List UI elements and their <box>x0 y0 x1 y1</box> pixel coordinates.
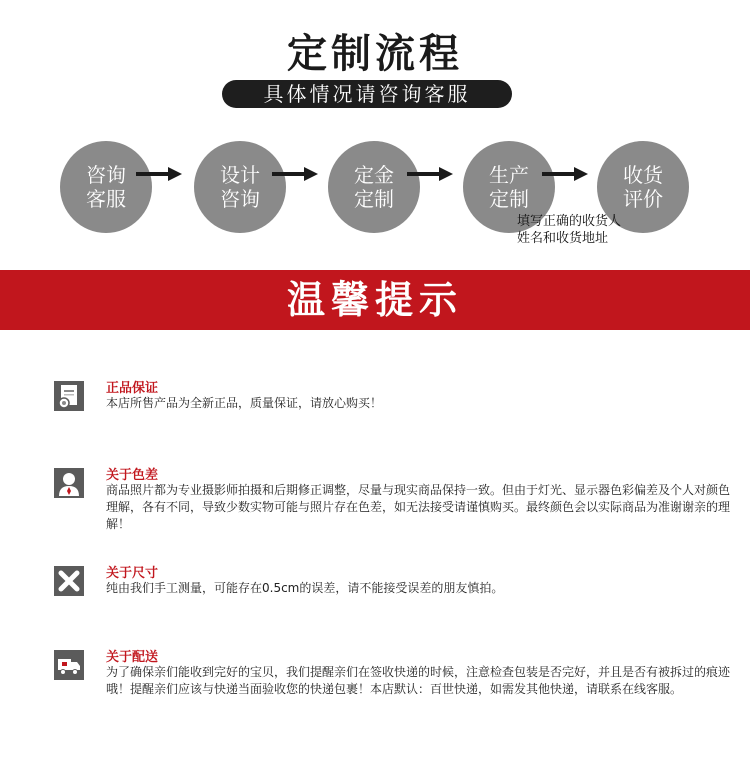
arrow-right-icon <box>272 167 318 181</box>
step-label-line1: 定金 <box>354 163 394 187</box>
subtitle-pill: 具体情况请咨询客服 <box>222 80 512 108</box>
notice-title: 正品保证 <box>106 381 159 396</box>
notice-title: 关于色差 <box>106 468 159 483</box>
step-label-line1: 收货 <box>623 163 663 187</box>
ruler-cross-icon <box>54 566 84 596</box>
step-label-line1: 咨询 <box>86 163 126 187</box>
warm-tips-banner <box>0 270 750 330</box>
step-note-line1: 填写正确的收货人 <box>517 214 622 229</box>
step-deposit <box>328 141 420 233</box>
step-label-line1: 设计 <box>220 163 260 187</box>
delivery-truck-icon <box>54 650 84 680</box>
photographer-icon <box>54 468 84 498</box>
notice-title: 关于配送 <box>106 650 159 665</box>
notice-text: 本店所售产品为全新正品，质量保证，请放心购买！ <box>106 396 383 410</box>
notice-text: 商品照片都为专业摄影师拍摄和后期修正调整，尽量与现实商品保持一致。但由于灯光、显示器色彩偏差及个人对颜色理解，各有不同，导致少数实物可能与照片存在色差，如无法接受请谨慎购买。最终颜色会以实际商品为准谢谢亲的理解！ <box>106 483 731 531</box>
step-label-line2: 客服 <box>86 187 126 211</box>
step-label-line2: 评价 <box>623 187 663 211</box>
certificate-icon <box>54 381 84 411</box>
step-design-consult <box>194 141 286 233</box>
step-note-line2: 姓名和收货地址 <box>517 231 609 246</box>
step-label-line2: 定制 <box>354 187 394 211</box>
step-consult-service <box>60 141 152 233</box>
notice-text: 纯由我们手工测量，可能存在0.5cm的误差，请不能接受误差的朋友慎拍。 <box>106 581 504 595</box>
page-title: 定制流程 <box>287 31 463 77</box>
arrow-right-icon <box>407 167 453 181</box>
step-note <box>517 213 621 247</box>
step-label-line1: 生产 <box>489 163 529 187</box>
arrow-right-icon <box>542 167 588 181</box>
arrow-right-icon <box>136 167 182 181</box>
step-label-line2: 定制 <box>489 187 529 211</box>
notice-title: 关于尺寸 <box>106 566 159 581</box>
notice-text: 为了确保亲们能收到完好的宝贝，我们提醒亲们在签收快递的时候，注意检查包装是否完好，并且是否有被拆过的痕迹哦！提醒亲们应该与快递当面验收您的快递包裹！本店默认：百世快递，如需发其他快递，请联系在线客服。 <box>106 665 731 696</box>
banner-title: 温馨提示 <box>286 278 463 322</box>
step-label-line2: 咨询 <box>220 187 260 211</box>
